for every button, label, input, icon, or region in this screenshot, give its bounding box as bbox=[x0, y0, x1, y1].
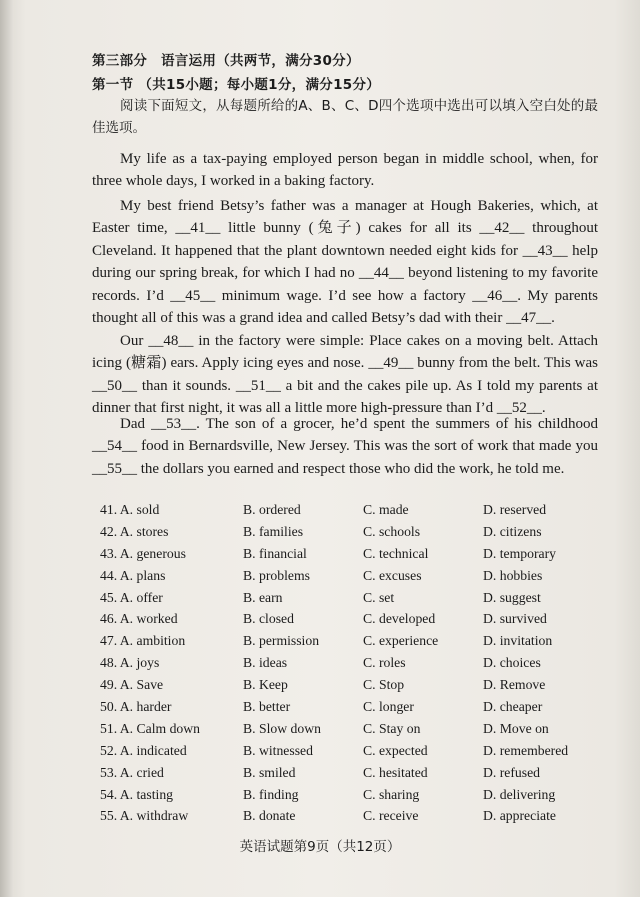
option-row bbox=[100, 805, 600, 827]
option-a: 46. A. worked bbox=[100, 611, 178, 627]
option-b: B. problems bbox=[243, 567, 310, 583]
options-table bbox=[100, 499, 600, 827]
passage-paragraph-4 bbox=[92, 413, 598, 480]
section-title: 第三部分 语言运用（共两节，满分30分） bbox=[92, 53, 360, 69]
option-a: 54. A. tasting bbox=[100, 786, 174, 802]
paragraph-text: My life as a tax-paying employed person began in middle school, when, for three whole days, I worked in a baking factory. bbox=[92, 151, 598, 190]
passage-paragraph-3 bbox=[92, 330, 598, 420]
option-b: B. donate bbox=[243, 808, 296, 824]
option-b: B. financial bbox=[243, 545, 307, 561]
passage-paragraph-1 bbox=[92, 148, 598, 193]
option-b: B. closed bbox=[243, 611, 294, 627]
option-row bbox=[100, 608, 600, 630]
option-c: C. longer bbox=[363, 698, 414, 714]
option-c: C. roles bbox=[363, 655, 406, 671]
option-a: 41. A. sold bbox=[100, 501, 160, 517]
option-b: B. earn bbox=[243, 589, 283, 605]
option-a: 44. A. plans bbox=[100, 567, 166, 583]
option-b: B. Keep bbox=[243, 677, 288, 693]
option-b: B. families bbox=[243, 523, 304, 539]
paragraph-text: My best friend Betsy’s father was a manager at Hough Bakeries, which, at Easter time, __41__ little bunny (兔子) cakes for all its __42__ throughout Cleveland. It happened that the plant downtown needed eight kids for __43__ help during our spring break, for which I had no __44__ beyond listening to my favorite records. I’d __45__ minimum wage. I’d see how a factory __46__. My parents thought all of this was a grand idea and called Betsy’s dad with their __47__. bbox=[92, 198, 598, 327]
option-c: C. sharing bbox=[363, 786, 420, 802]
option-d: D. temporary bbox=[483, 545, 556, 561]
page-footer: 英语试题第9页（共12页） bbox=[239, 839, 401, 855]
option-a: 42. A. stores bbox=[100, 523, 169, 539]
option-d: D. invitation bbox=[483, 633, 553, 649]
option-b: B. witnessed bbox=[243, 742, 313, 758]
option-c: C. Stop bbox=[363, 677, 405, 693]
option-row bbox=[100, 521, 600, 543]
option-b: B. better bbox=[243, 698, 291, 714]
option-c: C. schools bbox=[363, 523, 421, 539]
option-a: 49. A. Save bbox=[100, 677, 164, 693]
option-row bbox=[100, 652, 600, 674]
option-c: C. expected bbox=[363, 742, 428, 758]
option-c: C. receive bbox=[363, 808, 419, 824]
option-b: B. finding bbox=[243, 786, 299, 802]
option-d: D. delivering bbox=[483, 786, 556, 802]
passage-paragraph-2 bbox=[92, 195, 598, 329]
paragraph-text: Our __48__ in the factory were simple: Place cakes on a moving belt. Attach icing (糖霜) ears. Apply icing eyes and nose. __49__ bunny from the belt. This was __50__ than it sounds. __51__ a bit and the cakes pile up. As I told my parents at dinner that first night, it was all a little more high-pressure than I’d __52__. bbox=[92, 333, 598, 417]
option-d: D. choices bbox=[483, 655, 541, 671]
option-row bbox=[100, 630, 600, 652]
option-d: D. refused bbox=[483, 764, 541, 780]
option-d: D. survived bbox=[483, 611, 547, 627]
option-c: C. made bbox=[363, 501, 409, 517]
section-subtitle: 第一节 （共15小题；每小题1分，满分15分） bbox=[92, 77, 381, 93]
option-a: 51. A. Calm down bbox=[100, 720, 200, 736]
option-c: C. hesitated bbox=[363, 764, 428, 780]
option-d: D. cheaper bbox=[483, 698, 543, 714]
option-b: B. ideas bbox=[243, 655, 288, 671]
option-a: 52. A. indicated bbox=[100, 742, 187, 758]
option-b: B. smiled bbox=[243, 764, 296, 780]
option-row bbox=[100, 762, 600, 784]
paragraph-text: Dad __53__. The son of a grocer, he’d spent the summers of his childhood __54__ food in Bernardsville, New Jersey. This was the sort of work that made you __55__ the dollars you earned and respect those who did the work, he told me. bbox=[92, 416, 598, 477]
option-d: D. remembered bbox=[483, 742, 569, 758]
option-a: 47. A. ambition bbox=[100, 633, 186, 649]
option-row bbox=[100, 740, 600, 762]
instructions-text: 阅读下面短文，从每题所给的A、B、C、D四个选项中选出可以填入空白处的最佳选项。 bbox=[92, 98, 598, 136]
option-c: C. excuses bbox=[363, 567, 422, 583]
option-c: C. developed bbox=[363, 611, 436, 627]
option-b: B. permission bbox=[243, 633, 320, 649]
option-c: C. technical bbox=[363, 545, 429, 561]
option-b: B. ordered bbox=[243, 501, 301, 517]
option-row bbox=[100, 587, 600, 609]
option-d: D. hobbies bbox=[483, 567, 543, 583]
option-a: 53. A. cried bbox=[100, 764, 164, 780]
option-d: D. suggest bbox=[483, 589, 541, 605]
option-a: 45. A. offer bbox=[100, 589, 163, 605]
option-d: D. appreciate bbox=[483, 808, 556, 824]
option-row bbox=[100, 565, 600, 587]
option-c: C. experience bbox=[363, 633, 439, 649]
instructions bbox=[92, 95, 598, 139]
option-c: C. set bbox=[363, 589, 395, 605]
option-row bbox=[100, 499, 600, 521]
option-row bbox=[100, 784, 600, 806]
option-d: D. Move on bbox=[483, 720, 549, 736]
option-a: 48. A. joys bbox=[100, 655, 160, 671]
option-row bbox=[100, 543, 600, 565]
option-row bbox=[100, 674, 600, 696]
option-a: 50. A. harder bbox=[100, 698, 172, 714]
option-d: D. reserved bbox=[483, 501, 547, 517]
option-b: B. Slow down bbox=[243, 720, 321, 736]
option-a: 43. A. generous bbox=[100, 545, 186, 561]
option-a: 55. A. withdraw bbox=[100, 808, 189, 824]
option-row bbox=[100, 718, 600, 740]
option-d: D. Remove bbox=[483, 677, 546, 693]
option-c: C. Stay on bbox=[363, 720, 421, 736]
option-d: D. citizens bbox=[483, 523, 542, 539]
page-edge-shadow bbox=[0, 0, 14, 897]
option-row bbox=[100, 696, 600, 718]
